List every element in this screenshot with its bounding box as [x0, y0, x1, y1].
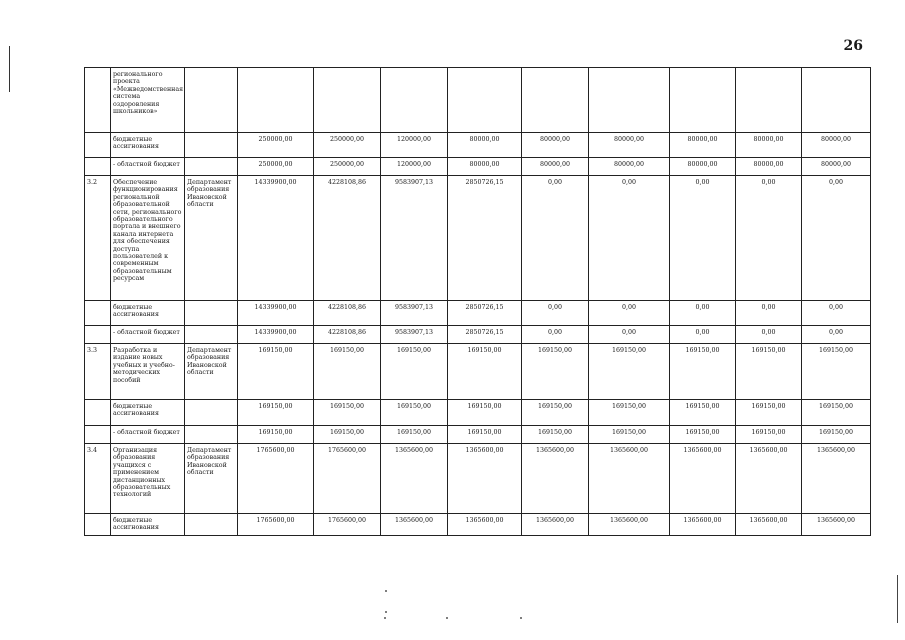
row-index: [85, 158, 111, 176]
row-index: [85, 326, 111, 344]
amount-cell: 1365600,00: [736, 444, 802, 514]
responsible-department: [185, 426, 238, 444]
amount-cell: 169150,00: [670, 344, 736, 400]
amount-cell: 80000,00: [522, 133, 589, 158]
amount-cell: [736, 68, 802, 133]
amount-cell: 14339900,00: [238, 301, 314, 326]
measure-name: Разработка и издание новых учебных и учебно-методических пособий: [111, 344, 185, 400]
amount-cell: 169150,00: [448, 426, 522, 444]
table-row: [85, 426, 871, 444]
amount-cell: 0,00: [736, 301, 802, 326]
amount-cell: 1365600,00: [381, 444, 448, 514]
measure-name: Обеспечение функционирования региональной образовательной сети, регионального образовательного портала и внешнего канала интернета для обеспечения доступа пользователей к современным образовательным ресурсам: [111, 176, 185, 301]
amount-cell: 0,00: [522, 326, 589, 344]
row-index: [85, 68, 111, 133]
amount-cell: 9583907,13: [381, 301, 448, 326]
amount-cell: [448, 68, 522, 133]
amount-cell: 169150,00: [802, 426, 871, 444]
amount-cell: 1365600,00: [802, 444, 871, 514]
amount-cell: 250000,00: [238, 133, 314, 158]
amount-cell: 1365600,00: [589, 444, 670, 514]
amount-cell: 169150,00: [670, 400, 736, 426]
table-row: [85, 326, 871, 344]
measure-name: бюджетные ассигнования: [111, 514, 185, 536]
amount-cell: 0,00: [736, 326, 802, 344]
responsible-department: [185, 158, 238, 176]
amount-cell: 1365600,00: [522, 514, 589, 536]
amount-cell: 1365600,00: [802, 514, 871, 536]
row-index: [85, 301, 111, 326]
amount-cell: 169150,00: [670, 426, 736, 444]
amount-cell: 2850726,15: [448, 176, 522, 301]
table-body: [85, 68, 871, 536]
amount-cell: 80000,00: [736, 133, 802, 158]
amount-cell: 2850726,15: [448, 326, 522, 344]
page-number: 26: [843, 38, 863, 54]
amount-cell: 14339900,00: [238, 326, 314, 344]
amount-cell: [238, 68, 314, 133]
amount-cell: 80000,00: [736, 158, 802, 176]
amount-cell: 169150,00: [314, 344, 381, 400]
amount-cell: 0,00: [670, 301, 736, 326]
amount-cell: 1765600,00: [314, 444, 381, 514]
amount-cell: 1365600,00: [670, 514, 736, 536]
amount-cell: [670, 68, 736, 133]
row-index: [85, 400, 111, 426]
table-row: [85, 400, 871, 426]
amount-cell: 120000,00: [381, 158, 448, 176]
amount-cell: 169150,00: [314, 400, 381, 426]
amount-cell: 80000,00: [802, 133, 871, 158]
measure-name: - областной бюджет: [111, 158, 185, 176]
row-index: [85, 514, 111, 536]
amount-cell: 80000,00: [448, 133, 522, 158]
amount-cell: 4228108,86: [314, 326, 381, 344]
row-index: [85, 426, 111, 444]
amount-cell: [802, 68, 871, 133]
responsible-department: [185, 68, 238, 133]
row-index: 3.3: [85, 344, 111, 400]
measure-name: регионального проекта «Межведомственная система оздоровления школьников»: [111, 68, 185, 133]
amount-cell: [314, 68, 381, 133]
amount-cell: 9583907,13: [381, 326, 448, 344]
scan-speck: [520, 617, 522, 619]
amount-cell: 169150,00: [736, 426, 802, 444]
amount-cell: 0,00: [670, 176, 736, 301]
amount-cell: 169150,00: [522, 426, 589, 444]
amount-cell: 0,00: [589, 326, 670, 344]
amount-cell: 169150,00: [381, 426, 448, 444]
amount-cell: [381, 68, 448, 133]
amount-cell: 1365600,00: [448, 514, 522, 536]
scan-speck: [384, 617, 386, 619]
amount-cell: 0,00: [589, 301, 670, 326]
amount-cell: 80000,00: [522, 158, 589, 176]
amount-cell: 1765600,00: [238, 514, 314, 536]
amount-cell: 169150,00: [736, 400, 802, 426]
row-index: 3.4: [85, 444, 111, 514]
row-index: [85, 133, 111, 158]
amount-cell: 80000,00: [448, 158, 522, 176]
measure-name: Организация образования учащихся с применением дистанционных образовательных технологий: [111, 444, 185, 514]
amount-cell: 169150,00: [381, 344, 448, 400]
measure-name: - областной бюджет: [111, 326, 185, 344]
margin-line: [9, 46, 10, 92]
measure-name: бюджетные ассигнования: [111, 400, 185, 426]
table-row: [85, 301, 871, 326]
responsible-department: Департамент образования Ивановской области: [185, 176, 238, 301]
measure-name: бюджетные ассигнования: [111, 301, 185, 326]
amount-cell: 1365600,00: [589, 514, 670, 536]
table-row: [85, 176, 871, 301]
amount-cell: 14339900,00: [238, 176, 314, 301]
amount-cell: 169150,00: [802, 400, 871, 426]
amount-cell: 169150,00: [238, 426, 314, 444]
amount-cell: 169150,00: [589, 400, 670, 426]
scan-speck: [385, 611, 387, 613]
amount-cell: 169150,00: [448, 400, 522, 426]
amount-cell: 0,00: [522, 176, 589, 301]
amount-cell: [522, 68, 589, 133]
amount-cell: 169150,00: [736, 344, 802, 400]
table-row: [85, 514, 871, 536]
scan-speck: [385, 590, 387, 592]
measure-name: - областной бюджет: [111, 426, 185, 444]
amount-cell: 169150,00: [381, 400, 448, 426]
amount-cell: 169150,00: [589, 344, 670, 400]
amount-cell: 0,00: [589, 176, 670, 301]
measure-name: бюджетные ассигнования: [111, 133, 185, 158]
responsible-department: [185, 326, 238, 344]
amount-cell: 4228108,86: [314, 176, 381, 301]
responsible-department: Департамент образования Ивановской области: [185, 444, 238, 514]
amount-cell: 169150,00: [802, 344, 871, 400]
budget-table: [84, 67, 871, 536]
amount-cell: 80000,00: [589, 133, 670, 158]
amount-cell: 169150,00: [448, 344, 522, 400]
amount-cell: 4228108,86: [314, 301, 381, 326]
table-row: [85, 158, 871, 176]
amount-cell: 120000,00: [381, 133, 448, 158]
amount-cell: 1365600,00: [670, 444, 736, 514]
responsible-department: [185, 301, 238, 326]
row-index: 3.2: [85, 176, 111, 301]
amount-cell: 9583907,13: [381, 176, 448, 301]
table-row: [85, 444, 871, 514]
margin-line: [897, 575, 898, 623]
responsible-department: Департамент образования Ивановской области: [185, 344, 238, 400]
amount-cell: 80000,00: [589, 158, 670, 176]
table-row: [85, 68, 871, 133]
amount-cell: 0,00: [670, 326, 736, 344]
amount-cell: 0,00: [802, 301, 871, 326]
amount-cell: 1365600,00: [448, 444, 522, 514]
amount-cell: 1365600,00: [736, 514, 802, 536]
responsible-department: [185, 400, 238, 426]
amount-cell: 80000,00: [802, 158, 871, 176]
amount-cell: 1365600,00: [522, 444, 589, 514]
amount-cell: 1365600,00: [381, 514, 448, 536]
amount-cell: 80000,00: [670, 158, 736, 176]
responsible-department: [185, 514, 238, 536]
amount-cell: 2850726,15: [448, 301, 522, 326]
amount-cell: 0,00: [802, 326, 871, 344]
amount-cell: 1765600,00: [314, 514, 381, 536]
amount-cell: 169150,00: [238, 344, 314, 400]
amount-cell: 0,00: [736, 176, 802, 301]
amount-cell: 0,00: [802, 176, 871, 301]
amount-cell: 80000,00: [670, 133, 736, 158]
amount-cell: 250000,00: [238, 158, 314, 176]
amount-cell: [589, 68, 670, 133]
amount-cell: 169150,00: [522, 344, 589, 400]
scan-speck: [446, 617, 448, 619]
table-row: [85, 344, 871, 400]
responsible-department: [185, 133, 238, 158]
amount-cell: 169150,00: [238, 400, 314, 426]
amount-cell: 169150,00: [314, 426, 381, 444]
amount-cell: 1765600,00: [238, 444, 314, 514]
amount-cell: 169150,00: [522, 400, 589, 426]
amount-cell: 0,00: [522, 301, 589, 326]
amount-cell: 169150,00: [589, 426, 670, 444]
table-row: [85, 133, 871, 158]
amount-cell: 250000,00: [314, 158, 381, 176]
amount-cell: 250000,00: [314, 133, 381, 158]
